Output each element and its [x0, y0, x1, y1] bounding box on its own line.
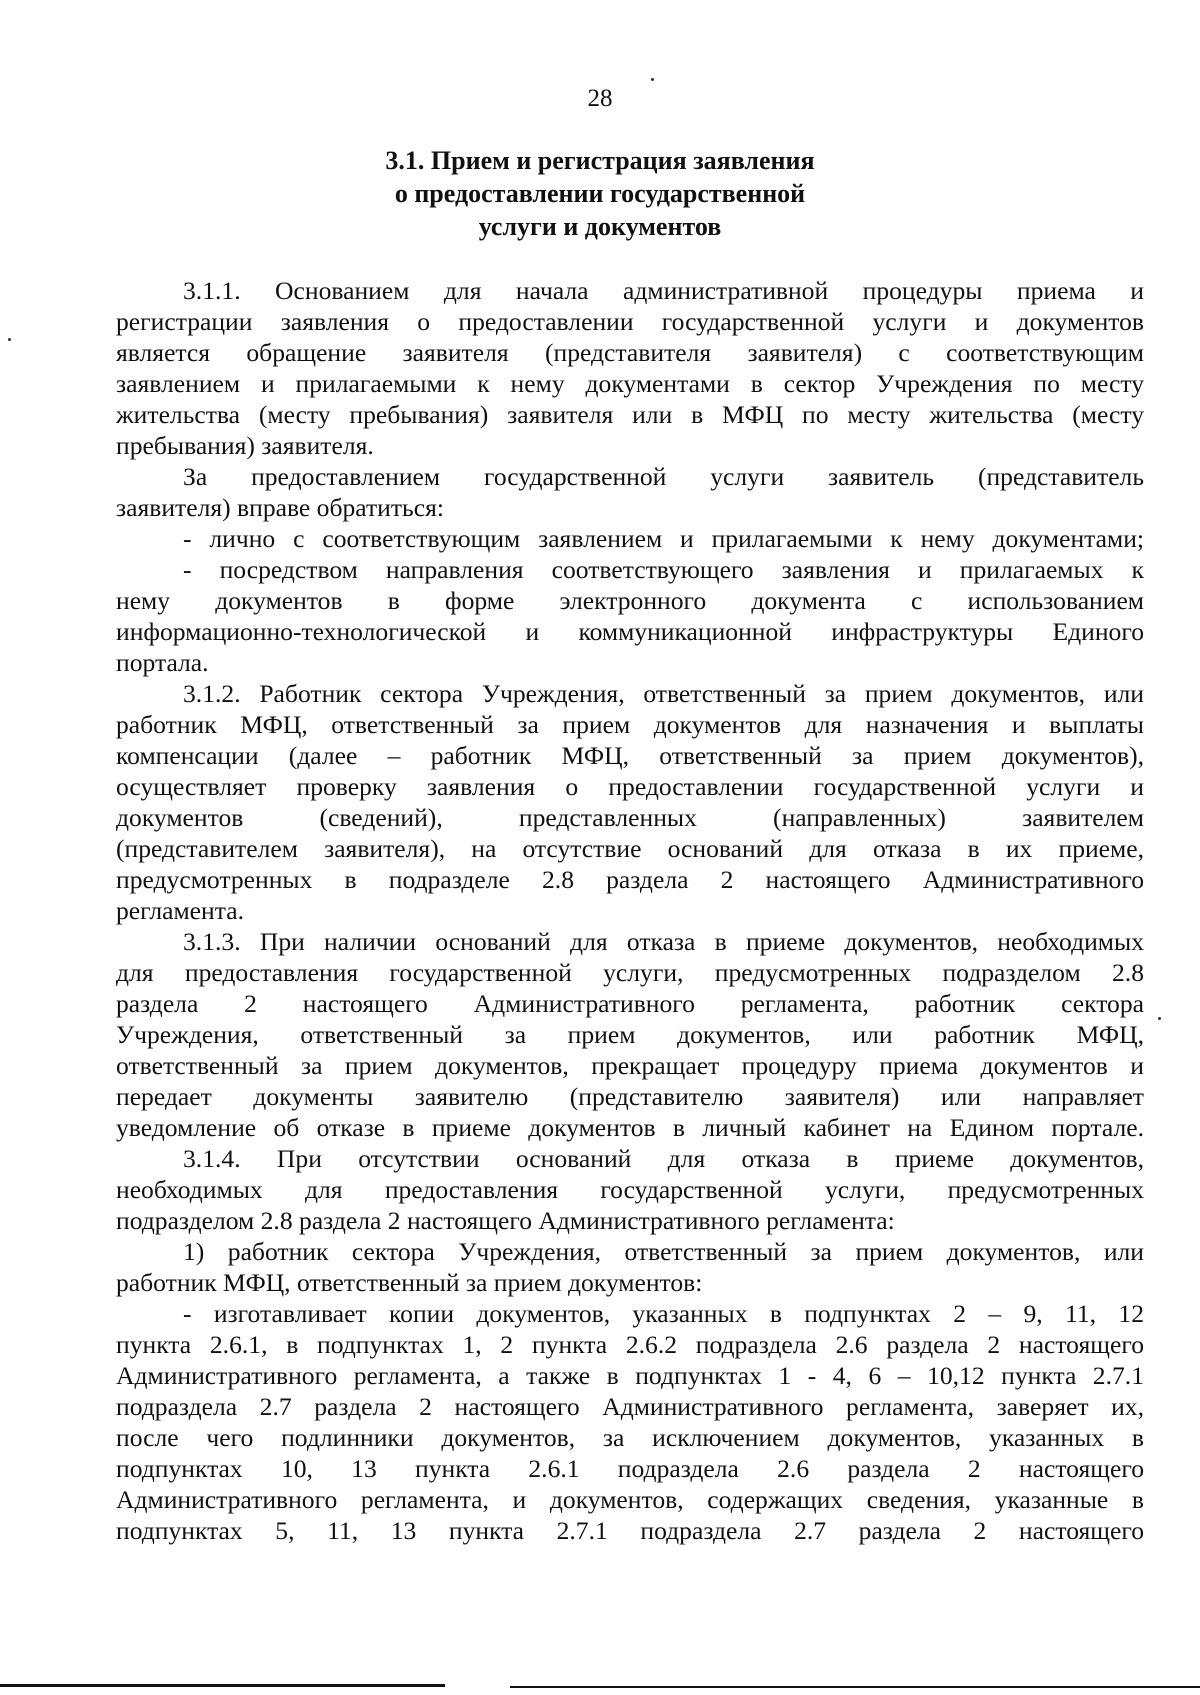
text-line: жительства (месту пребывания) заявителя или в МФЦ по месту жительства (месту — [116, 400, 1144, 429]
page-number: 28 — [587, 85, 613, 112]
text-line: подразделом 2.8 раздела 2 настоящего Административного регламента: — [116, 1206, 895, 1235]
text-line: заявлением и прилагаемыми к нему документами в сектор Учреждения по месту — [116, 369, 1144, 398]
text-line: документов (сведений), представленных (направленных) заявителем — [116, 803, 1144, 832]
text-line: Административного регламента, а также в подпунктах 1 - 4, 6 – 10,12 пункта 2.7.1 — [116, 1361, 1144, 1390]
text-line: передает документы заявителю (представителю заявителя) или направляет — [116, 1082, 1144, 1111]
text-line: нему документов в форме электронного документа с использованием — [116, 586, 1144, 615]
bottom-rule-right — [510, 1686, 1200, 1688]
scan-speck — [1158, 1017, 1161, 1020]
text-line: необходимых для предоставления государственной услуги, предусмотренных — [116, 1175, 1144, 1204]
text-line: 3.1.2. Работник сектора Учреждения, ответственный за прием документов, или — [183, 679, 1144, 708]
text-line: подраздела 2.7 раздела 2 настоящего Административного регламента, заверяет их, — [116, 1392, 1144, 1421]
text-line: подпунктах 5, 11, 13 пункта 2.7.1 подраздела 2.7 раздела 2 настоящего — [116, 1516, 1144, 1545]
text-line: ответственный за прием документов, прекращает процедуру приема документов и — [116, 1051, 1144, 1080]
text-line: регистрации заявления о предоставлении государственной услуги и документов — [116, 307, 1144, 336]
text-line: За предоставлением государственной услуги заявитель (представитель — [183, 462, 1144, 491]
text-line: 3.1.4. При отсутствии оснований для отказа в приеме документов, — [183, 1144, 1144, 1173]
text-line: Учреждения, ответственный за прием документов, или работник МФЦ, — [116, 1020, 1144, 1049]
heading-line: 3.1. Прием и регистрация заявления — [385, 146, 815, 175]
text-line: - посредством направления соответствующего заявления и прилагаемых к — [183, 555, 1144, 584]
text-line: Административного регламента, и документов, содержащих сведения, указанные в — [116, 1485, 1144, 1514]
text-line: информационно-технологической и коммуникационной инфраструктуры Единого — [116, 617, 1144, 646]
text-line: заявителя) вправе обратиться: — [116, 493, 444, 522]
text-line: подпунктах 10, 13 пункта 2.6.1 подраздела 2.6 раздела 2 настоящего — [116, 1454, 1144, 1483]
text-line: регламента. — [116, 896, 244, 925]
text-line: 1) работник сектора Учреждения, ответственный за прием документов, или — [183, 1237, 1144, 1266]
body-text — [116, 275, 1144, 1546]
text-line: (представителем заявителя), на отсутствие оснований для отказа в их приеме, — [116, 834, 1144, 863]
section-heading — [300, 144, 900, 243]
text-line: осуществляет проверку заявления о предоставлении государственной услуги и — [116, 772, 1144, 801]
heading-line: о предоставлении государственной — [394, 179, 806, 208]
bottom-rule-left — [0, 1684, 445, 1687]
scan-speck — [8, 338, 11, 341]
text-line: компенсации (далее – работник МФЦ, ответственный за прием документов), — [116, 741, 1144, 770]
text-line: 3.1.1. Основанием для начала административной процедуры приема и — [183, 276, 1144, 305]
text-line: - изготавливает копии документов, указанных в подпунктах 2 – 9, 11, 12 — [183, 1299, 1144, 1328]
text-line: пребывания) заявителя. — [116, 431, 374, 460]
text-line: работник МФЦ, ответственный за прием документов для назначения и выплаты — [116, 710, 1144, 739]
heading-line: услуги и документов — [478, 212, 722, 241]
text-line: портала. — [116, 648, 209, 677]
text-line: уведомление об отказе в приеме документов в личный кабинет на Едином портале. — [116, 1113, 1144, 1142]
text-line: - лично с соответствующим заявлением и прилагаемыми к нему документами; — [183, 524, 1144, 553]
text-line: предусмотренных в подразделе 2.8 раздела 2 настоящего Административного — [116, 865, 1144, 894]
text-line: 3.1.3. При наличии оснований для отказа в приеме документов, необходимых — [183, 927, 1144, 956]
text-line: является обращение заявителя (представителя заявителя) с соответствующим — [116, 338, 1144, 367]
text-line: пункта 2.6.1, в подпунктах 1, 2 пункта 2.6.2 подраздела 2.6 раздела 2 настоящего — [116, 1330, 1144, 1359]
text-line: раздела 2 настоящего Административного регламента, работник сектора — [116, 989, 1144, 1018]
text-line: для предоставления государственной услуги, предусмотренных подразделом 2.8 — [116, 958, 1144, 987]
scan-speck — [651, 78, 654, 81]
text-line: после чего подлинники документов, за исключением документов, указанных в — [116, 1423, 1144, 1452]
text-line: работник МФЦ, ответственный за прием документов: — [116, 1268, 703, 1297]
